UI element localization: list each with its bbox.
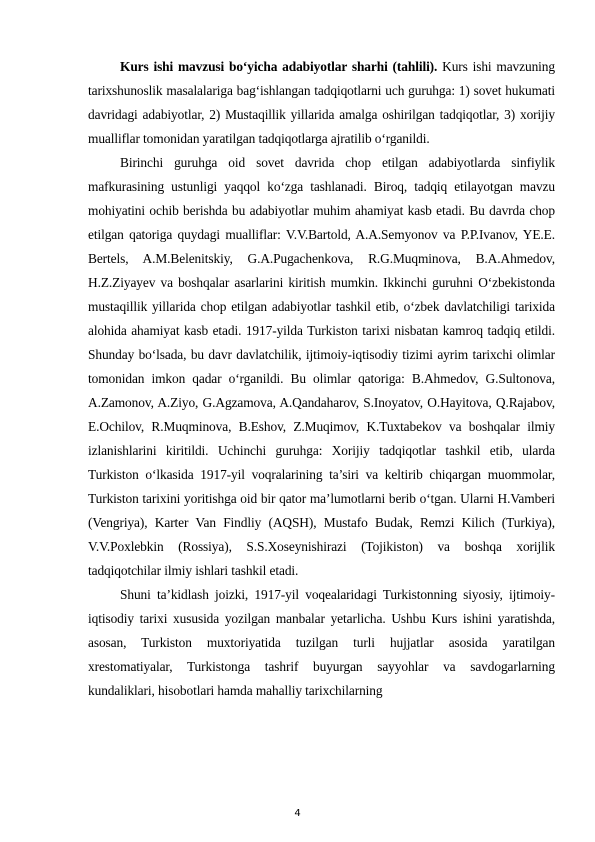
document-page	[88, 55, 555, 703]
paragraph-text: Kurs ishi mavzuning tarixshunoslik masalalariga bag‘ishlangan tadqiqotlarni uch guruhga: 1) sovet hukumati davridagi adabiyotlar, 2) Mustaqillik yillarida amalga oshirilgan tadqiqotlar, 3) xorijiy mualliflar tomonidan yaratilgan tadqiqotlarga ajratilib o‘rganildi.	[88, 59, 555, 146]
paragraph-groups	[88, 151, 555, 583]
paragraph-text: Birinchi guruhga oid sovet davrida chop etilgan adabiyotlarda sinfiylik mafkurasining ustunligi yaqqol ko‘zga tashlanadi. Biroq, tadqiq etilayotgan mavzu mohiyatini ochib berishda bu adabiyotlar muhim ahamiyat kasb etadi. Bu davrda chop etilgan qatoriga quydagi mualliflar: V.V.Bartold, A.A.Semyonov va P.P.Ivanov, YE.E. Bertels, A.M.Belenitskiy, G.A.Pugachenkova, R.G.Muqminova, B.A.Ahmedov, H.Z.Ziyayev va boshqalar asarlarini kiritish mumkin. Ikkinchi guruhni O‘zbekistonda mustaqillik yillarida chop etilgan adabiyotlar tashkil etib, o‘zbek davlatchiligi tarixida alohida ahamiyat kasb etadi. 1917-yilda Turkiston tarixi nisbatan kamroq tadqiq etildi. Shunday bo‘lsada, bu davr davlatchilik, ijtimoiy-iqtisodiy tizimi ayrim tarixchi olimlar tomonidan imkon qadar o‘rganildi. Bu olimlar qatoriga: B.Ahmedov, G.Sultonova, A.Zamonov, A.Ziyo, G.Agzamova, A.Qandaharov, S.Inoyatov, O.Hayitova, Q.Rajabov, E.Ochilov, R.Muqminova, B.Eshov, Z.Muqimov, K.Tuxtabekov va boshqalar ilmiy izlanishlarini kiritildi. Uchinchi guruhga: Xorijiy tadqiqotlar tashkil etib, ularda Turkiston o‘lkasida 1917-yil voqralarining ta’siri va keltirib chiqargan muommolar, Turkiston tarixini yoritishga oid bir qator ma’lumotlarni berib o‘tgan. Ularni H.Vamberi (Vengriya), Karter Van Findliy (AQSH), Mustafo Budak, Remzi Kilich (Turkiya), V.V.Poxlebkin (Rossiya), S.S.Xoseynishirazi (Tojikiston) va boshqa xorijlik tadqiqotchilar ilmiy ishlari tashkil etadi.	[88, 155, 555, 578]
section-heading: Kurs ishi mavzusi bo‘yicha adabiyotlar sharhi (tahlili).	[120, 59, 438, 74]
paragraph-text: Shuni ta’kidlash joizki, 1917-yil voqealaridagi Turkistonning siyosiy, ijtimoiy-iqtisodiy tarixi xususida yozilgan manbalar yetarlicha. Ushbu Kurs ishini yaratishda, asosan, Turkiston muxtoriyatida tuzilgan turli hujjatlar asosida yaratilgan xrestomatiyalar, Turkistonga tashrif buyurgan sayyohlar va savdogarlarning kundaliklari, hisobotlari hamda mahalliy tarixchilarning	[88, 587, 555, 698]
paragraph-sources	[88, 583, 555, 703]
page-number: 4	[294, 808, 301, 819]
paragraph-literature-review	[88, 55, 555, 151]
